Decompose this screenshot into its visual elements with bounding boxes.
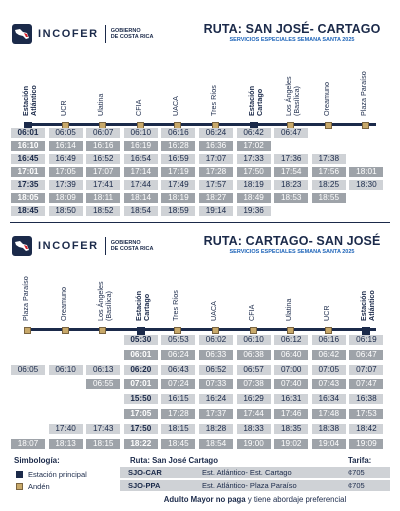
time-cell: 07:05	[312, 365, 346, 375]
time-cell: 18:54	[199, 439, 233, 449]
legend-title: Simbología:	[14, 456, 60, 465]
time-cell: 18:53	[274, 193, 308, 203]
table-row	[0, 424, 400, 435]
time-cell: 18:09	[49, 193, 83, 203]
time-cell: 18:42	[349, 424, 383, 434]
time-cell: 18:15	[161, 424, 195, 434]
time-cell: 17:36	[274, 154, 308, 164]
table-row	[0, 180, 400, 191]
time-cell: 17:40	[49, 424, 83, 434]
time-cell: 19:02	[274, 439, 308, 449]
incofer-logo	[12, 24, 165, 44]
time-cell: 06:24	[161, 350, 195, 360]
time-cell: 17:49	[161, 180, 195, 190]
time-cell: 18:38	[312, 424, 346, 434]
table-row	[0, 167, 400, 178]
time-cell: 17:05	[124, 409, 158, 419]
section1-header	[0, 20, 400, 54]
brand-name: INCOFER	[38, 28, 99, 40]
gov-label: GOBIERNO DE COSTA RICA	[110, 240, 154, 252]
time-cell: 16:31	[274, 394, 308, 404]
time-cell: 17:01	[11, 167, 45, 177]
platform-icon	[16, 483, 23, 490]
route-subtitle: SERVICIOS ESPECIALES SEMANA SANTA 2025	[229, 249, 355, 255]
time-cell: 07:40	[274, 379, 308, 389]
legend-symbols	[10, 456, 116, 506]
time-cell: 06:38	[237, 350, 271, 360]
time-cell: 18:01	[349, 167, 383, 177]
time-cell: 17:54	[274, 167, 308, 177]
time-cell: 17:39	[49, 180, 83, 190]
time-cell: 06:19	[349, 335, 383, 345]
station-label: Tres Ríos	[171, 290, 181, 321]
fare-row: SJO-CAR Est. Atlántico- Est. Cartago ¢705	[120, 467, 390, 478]
main-station-icon	[16, 471, 23, 478]
time-cell: 17:07	[86, 167, 120, 177]
time-cell: 06:10	[49, 365, 83, 375]
time-cell: 18:19	[237, 180, 271, 190]
table-row	[0, 439, 400, 450]
time-cell: 19:36	[237, 206, 271, 216]
time-cell: 17:48	[312, 409, 346, 419]
table-row	[0, 128, 400, 139]
time-cell: 06:05	[11, 365, 45, 375]
time-cell: 16:29	[237, 394, 271, 404]
time-cell: 06:55	[86, 379, 120, 389]
time-cell: 07:24	[161, 379, 195, 389]
time-cell: 18:45	[11, 206, 45, 216]
time-cell: 16:14	[49, 141, 83, 151]
time-cell: 16:54	[124, 154, 158, 164]
time-cell: 06:13	[86, 365, 120, 375]
station-label: CFIA	[133, 99, 143, 116]
time-cell: 18:07	[11, 439, 45, 449]
station-label: UCR	[58, 100, 68, 116]
time-cell: 17:37	[199, 409, 233, 419]
time-cell: 18:28	[199, 424, 233, 434]
station-label: Oreamuno	[58, 287, 68, 321]
time-cell: 18:33	[237, 424, 271, 434]
time-cell: 06:42	[312, 350, 346, 360]
platform-icon	[212, 327, 219, 334]
time-cell: 17:44	[124, 180, 158, 190]
time-cell: 06:24	[199, 128, 233, 138]
time-cell: 16:19	[124, 141, 158, 151]
time-cell: 06:01	[124, 350, 158, 360]
platform-icon	[250, 327, 257, 334]
time-cell: 07:38	[237, 379, 271, 389]
section2-header	[0, 232, 400, 266]
time-cell: 17:05	[49, 167, 83, 177]
time-cell: 17:43	[86, 424, 120, 434]
time-cell: 06:47	[274, 128, 308, 138]
time-cell: 16:28	[161, 141, 195, 151]
table-row	[0, 350, 400, 361]
legend	[10, 456, 390, 506]
time-cell: 18:35	[274, 424, 308, 434]
time-cell: 17:56	[312, 167, 346, 177]
time-cell: 15:50	[124, 394, 158, 404]
fare-label: Tarifa:	[348, 456, 372, 465]
time-cell: 19:09	[349, 439, 383, 449]
time-cell: 06:05	[49, 128, 83, 138]
route-track	[24, 123, 376, 126]
time-cell: 05:53	[161, 335, 195, 345]
time-cell: 06:07	[86, 128, 120, 138]
route-title: RUTA: SAN JOSÉ- CARTAGO	[203, 22, 381, 36]
time-cell: 17:41	[86, 180, 120, 190]
time-cell: 18:27	[199, 193, 233, 203]
table-row	[0, 394, 400, 405]
time-cell: 18:30	[349, 180, 383, 190]
station-label: CFIA	[246, 304, 256, 321]
gov-label: GOBIERNO DE COSTA RICA	[110, 28, 154, 40]
time-cell: 16:49	[49, 154, 83, 164]
time-cell: 16:45	[11, 154, 45, 164]
station-label: Estación Cartago	[133, 291, 151, 321]
station-label: Estación Atlántico	[359, 290, 377, 321]
time-cell: 18:22	[124, 439, 158, 449]
time-cell: 17:33	[237, 154, 271, 164]
time-cell: 18:23	[274, 180, 308, 190]
brand-divider	[105, 237, 106, 255]
time-cell: 07:43	[312, 379, 346, 389]
time-cell: 18:11	[86, 193, 120, 203]
platform-icon	[325, 327, 332, 334]
time-cell: 06:42	[237, 128, 271, 138]
time-cell: 18:15	[86, 439, 120, 449]
route-title: RUTA: CARTAGO- SAN JOSÉ	[203, 234, 381, 248]
legend-platform: Andén	[16, 482, 50, 491]
time-cell: 17:50	[124, 424, 158, 434]
time-cell: 06:20	[124, 365, 158, 375]
time-cell: 06:57	[237, 365, 271, 375]
time-cell: 17:35	[11, 180, 45, 190]
time-cell: 06:02	[199, 335, 233, 345]
time-cell: 17:44	[237, 409, 271, 419]
time-cell: 16:38	[349, 394, 383, 404]
station-label: Los Ángeles (Basílica)	[96, 281, 114, 321]
time-cell: 06:43	[161, 365, 195, 375]
time-cell: 07:01	[124, 379, 158, 389]
time-cell: 07:00	[274, 365, 308, 375]
time-cell: 06:40	[274, 350, 308, 360]
senior-note: Adulto Mayor no paga y tiene abordaje preferencial	[163, 495, 347, 504]
time-cell: 16:16	[86, 141, 120, 151]
platform-icon	[62, 327, 69, 334]
time-cell: 18:50	[49, 206, 83, 216]
station-label: UCR	[321, 305, 331, 321]
time-cell: 18:45	[161, 439, 195, 449]
time-cell: 06:16	[161, 128, 195, 138]
table-row	[0, 379, 400, 390]
station-label: Estación Cartago	[246, 86, 264, 116]
time-cell: 16:24	[199, 394, 233, 404]
main-station-icon	[137, 327, 145, 335]
costa-rica-map-icon	[12, 24, 32, 44]
platform-icon	[24, 327, 31, 334]
platform-icon	[287, 327, 294, 334]
time-cell: 06:10	[237, 335, 271, 345]
time-cell: 17:50	[237, 167, 271, 177]
time-cell: 16:10	[11, 141, 45, 151]
time-cell: 17:02	[237, 141, 271, 151]
table-row	[0, 409, 400, 420]
time-cell: 16:59	[161, 154, 195, 164]
station-label: Ulatina	[284, 298, 294, 321]
time-cell: 07:07	[349, 365, 383, 375]
brand-name: INCOFER	[38, 240, 99, 252]
time-cell: 18:19	[161, 193, 195, 203]
station-label: Tres Ríos	[209, 85, 218, 116]
table-row	[0, 206, 400, 217]
time-cell: 17:28	[199, 167, 233, 177]
route-subtitle: SERVICIOS ESPECIALES SEMANA SANTA 2025	[229, 37, 355, 43]
platform-icon	[174, 327, 181, 334]
time-cell: 16:34	[312, 394, 346, 404]
station-label: Los Ángeles (Basílica)	[284, 76, 302, 116]
station-label: Oreamuno	[321, 82, 331, 116]
costa-rica-map-icon	[12, 236, 32, 256]
table-row	[0, 365, 400, 376]
time-cell: 19:04	[312, 439, 346, 449]
time-cell: 05:30	[124, 335, 158, 345]
time-cell: 18:49	[237, 193, 271, 203]
legend-main-station: Estación principal	[16, 470, 87, 479]
section-divider	[10, 222, 390, 223]
fare-row: SJO-PPA Est. Atlántico- Plaza Paraíso ¢705	[120, 480, 390, 491]
time-cell: 19:00	[237, 439, 271, 449]
time-cell: 17:53	[349, 409, 383, 419]
table-row	[0, 193, 400, 204]
time-cell: 16:15	[161, 394, 195, 404]
time-cell: 17:46	[274, 409, 308, 419]
time-cell: 18:05	[11, 193, 45, 203]
station-label: Plaza Paraíso	[21, 276, 30, 321]
time-cell: 18:59	[161, 206, 195, 216]
time-cell: 17:19	[161, 167, 195, 177]
fare-route-label: Ruta: San José Cartago	[130, 456, 218, 465]
table-row	[0, 141, 400, 152]
time-cell: 18:55	[312, 193, 346, 203]
incofer-logo	[12, 236, 165, 256]
time-cell: 18:54	[124, 206, 158, 216]
time-cell: 06:12	[274, 335, 308, 345]
platform-icon	[99, 327, 106, 334]
time-cell: 07:47	[349, 379, 383, 389]
time-cell: 06:01	[11, 128, 45, 138]
time-cell: 16:52	[86, 154, 120, 164]
station-label: UACA	[171, 96, 181, 116]
time-cell: 18:13	[49, 439, 83, 449]
time-cell: 18:52	[86, 206, 120, 216]
station-label: Estación Atlántico	[21, 85, 38, 116]
main-station-icon	[362, 327, 370, 335]
time-cell: 16:36	[199, 141, 233, 151]
time-cell: 06:52	[199, 365, 233, 375]
time-cell: 18:25	[312, 180, 346, 190]
table-row	[0, 154, 400, 165]
time-cell: 17:14	[124, 167, 158, 177]
time-cell: 06:47	[349, 350, 383, 360]
time-cell: 06:33	[199, 350, 233, 360]
time-cell: 17:57	[199, 180, 233, 190]
brand-divider	[105, 25, 106, 43]
station-label: Plaza Paraíso	[359, 71, 369, 116]
route-track	[24, 328, 376, 331]
time-cell: 17:28	[161, 409, 195, 419]
time-cell: 18:14	[124, 193, 158, 203]
station-label: Ulatina	[96, 93, 106, 116]
table-row	[0, 335, 400, 346]
time-cell: 06:10	[124, 128, 158, 138]
time-cell: 17:07	[199, 154, 233, 164]
time-cell: 17:38	[312, 154, 346, 164]
time-cell: 19:14	[199, 206, 233, 216]
station-label: UACA	[209, 301, 218, 321]
time-cell: 06:16	[312, 335, 346, 345]
time-cell: 07:33	[199, 379, 233, 389]
